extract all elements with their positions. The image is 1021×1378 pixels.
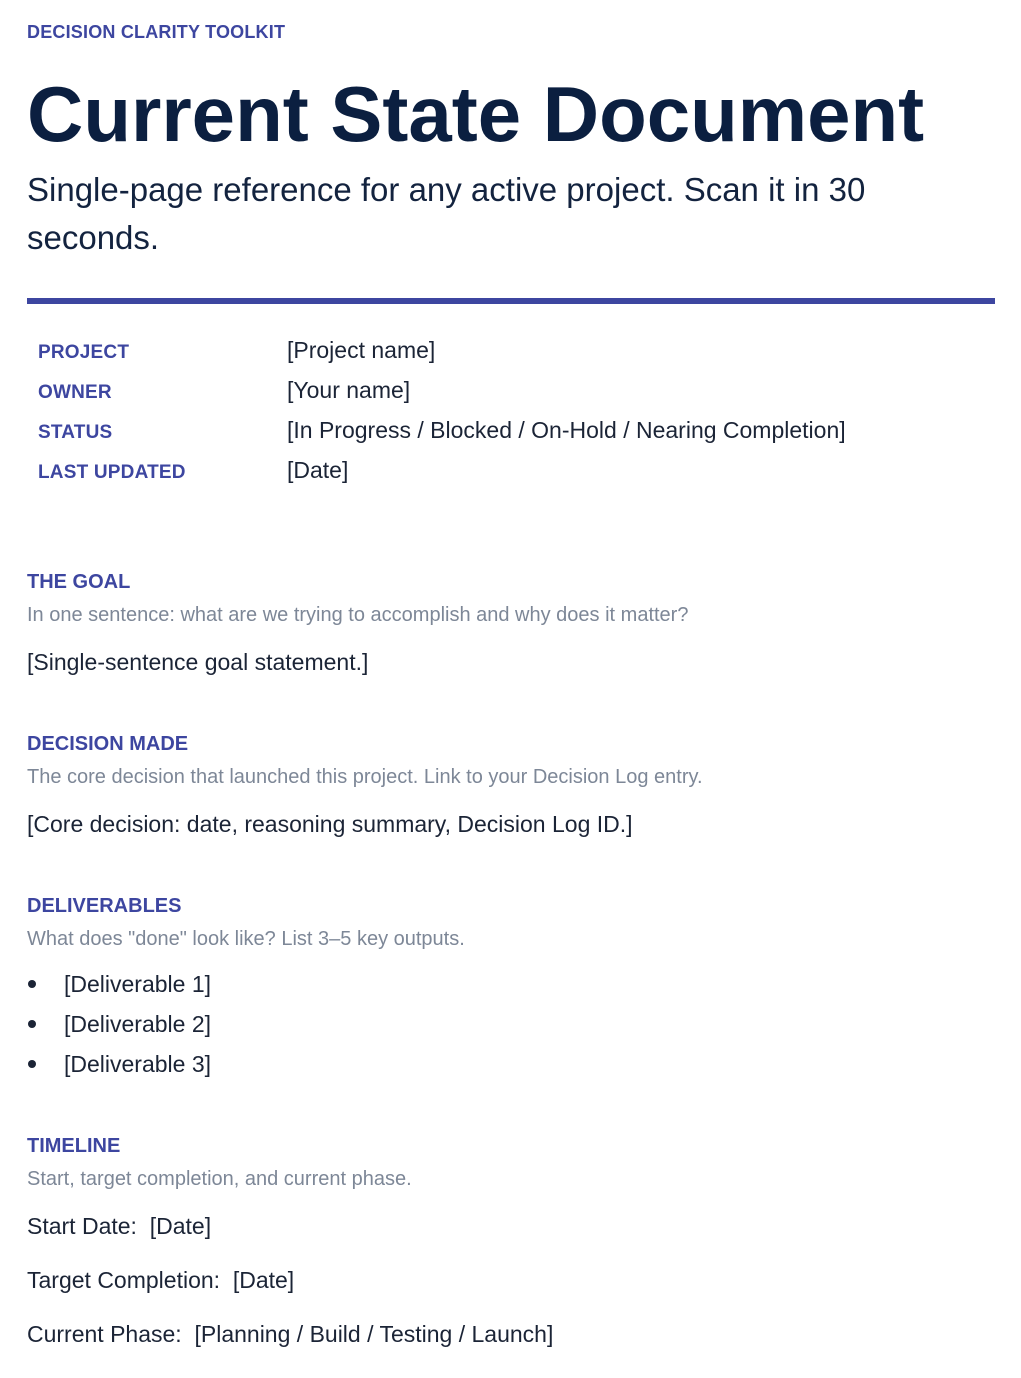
section-timeline [27, 1132, 995, 1373]
toolkit-kicker: DECISION CLARITY TOOLKIT [27, 22, 286, 42]
header-divider [27, 298, 995, 304]
project-meta-table [38, 337, 978, 497]
timeline-rows [27, 1211, 995, 1373]
meta-value: [Project name] [287, 337, 436, 363]
timeline-label: Current Phase: [27, 1321, 182, 1347]
section-decision-made [27, 730, 995, 839]
bullet-icon [28, 980, 36, 988]
section-title: DELIVERABLES [27, 895, 182, 917]
timeline-value: [Date] [232, 1267, 295, 1293]
section-title: TIMELINE [27, 1135, 121, 1157]
meta-value: [In Progress / Blocked / On-Hold / Nearing Completion] [287, 417, 846, 443]
meta-row-status [38, 417, 978, 457]
section-hint: The core decision that launched this project. Link to your Decision Log entry. [27, 766, 703, 788]
section-goal [27, 568, 995, 677]
timeline-label: Start Date: [27, 1213, 137, 1239]
timeline-row-target [27, 1265, 995, 1319]
meta-row-owner [38, 377, 978, 417]
section-body: [Core decision: date, reasoning summary, Decision Log ID.] [27, 811, 633, 837]
timeline-value: [Date] [149, 1213, 212, 1239]
section-title: DECISION MADE [27, 733, 189, 755]
section-hint: Start, target completion, and current phase. [27, 1168, 412, 1190]
list-item [27, 969, 995, 1009]
meta-label: LAST UPDATED [38, 462, 186, 483]
meta-value: [Your name] [287, 377, 411, 403]
deliverables-list [27, 969, 995, 1089]
meta-row-project [38, 337, 978, 377]
timeline-row-phase [27, 1319, 995, 1373]
meta-row-last-updated [38, 457, 978, 497]
section-deliverables [27, 892, 995, 1089]
section-title: THE GOAL [27, 571, 131, 593]
meta-value: [Date] [287, 457, 349, 483]
list-item [27, 1009, 995, 1049]
timeline-label: Target Completion: [27, 1267, 221, 1293]
meta-label: STATUS [38, 422, 113, 443]
page-title: Current State Document [27, 70, 925, 158]
section-hint: What does "done" look like? List 3–5 key outputs. [27, 928, 465, 950]
meta-label: PROJECT [38, 342, 130, 363]
deliverable-text: [Deliverable 1] [64, 971, 212, 997]
timeline-value: [Planning / Build / Testing / Launch] [194, 1321, 554, 1347]
bullet-icon [28, 1060, 36, 1068]
meta-label: OWNER [38, 382, 112, 403]
section-body: [Single-sentence goal statement.] [27, 649, 369, 675]
page-subtitle: Single-page reference for any active project. Scan it in 30 seconds. [27, 171, 866, 256]
bullet-icon [28, 1020, 36, 1028]
list-item [27, 1049, 995, 1089]
section-hint: In one sentence: what are we trying to accomplish and why does it matter? [27, 604, 689, 626]
timeline-row-start [27, 1211, 995, 1265]
deliverable-text: [Deliverable 3] [64, 1051, 212, 1077]
deliverable-text: [Deliverable 2] [64, 1011, 212, 1037]
